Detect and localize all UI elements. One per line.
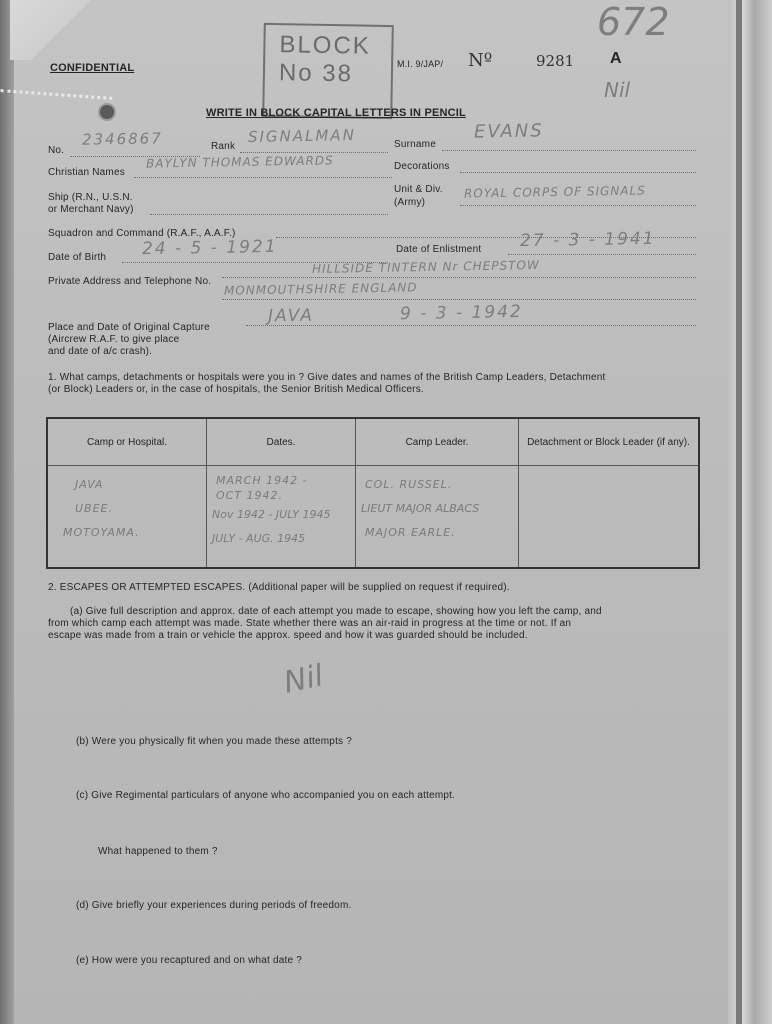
- christian-names-line: [134, 177, 392, 178]
- question-2a-line-2: from which camp each attempt was made. State whether there was an air-raid in progress at the time or not. If an: [48, 618, 572, 629]
- question-1-line-2: (or Block) Leaders or, in the case of hospitals, the Senior British Medical Officers.: [48, 384, 424, 395]
- unit-label-1: Unit & Div.: [394, 184, 443, 195]
- enlistment-value: 27 - 3 - 1941: [519, 228, 656, 252]
- detachment-column: [519, 466, 700, 569]
- surname-line: [442, 150, 696, 151]
- no-label: No.: [48, 145, 65, 156]
- capture-label-3: and date of a/c crash).: [48, 346, 153, 357]
- christian-names-label: Christian Names: [48, 167, 125, 178]
- block-stamp: [262, 23, 394, 119]
- question-2d: (d) Give briefly your experiences during periods of freedom.: [76, 900, 352, 911]
- header-camp: Camp or Hospital.: [47, 418, 207, 466]
- enlistment-label: Date of Enlistment: [396, 244, 482, 255]
- unit-line: [460, 205, 696, 206]
- question-2b: (b) Were you physically fit when you made these attempts ?: [76, 736, 352, 747]
- stacked-page-edges: [728, 0, 772, 1024]
- leader-cell: MAJOR EARLE.: [365, 526, 456, 539]
- question-2a-line-3: escape was made from a train or vehicle the approx. speed and how it was guarded should be included.: [48, 630, 528, 641]
- stamp-line-2: No 38: [278, 59, 354, 88]
- surname-label: Surname: [394, 139, 436, 150]
- unit-label-2: (Army): [394, 197, 426, 208]
- header-camp-leader: Camp Leader.: [356, 418, 519, 466]
- form-suffix: A: [610, 50, 622, 67]
- camp-column: [47, 466, 207, 569]
- surname-value: EVANS: [473, 120, 544, 143]
- dates-cell: MARCH 1942 -: [216, 474, 308, 487]
- camp-cell: MOTOYAMA.: [63, 526, 140, 539]
- address-line-2: [222, 299, 696, 300]
- address-value-1: HILLSIDE TINTERN Nr CHEPSTOW: [311, 258, 540, 276]
- dates-column: [207, 466, 356, 569]
- folded-corner: [10, 0, 110, 60]
- rank-label: Rank: [211, 141, 236, 152]
- corner-number: 672: [597, 0, 670, 44]
- dates-cell: Nov 1942 - JULY 1945: [212, 508, 331, 521]
- unit-value: ROYAL CORPS OF SIGNALS: [463, 183, 646, 201]
- decorations-label: Decorations: [394, 161, 450, 172]
- decorations-line: [460, 172, 696, 173]
- dob-value: 24 - 5 - 1921: [141, 236, 278, 260]
- camps-table-body: [47, 466, 699, 569]
- detachment-cell: [520, 474, 697, 498]
- camps-table: [46, 417, 700, 569]
- question-2a-line-1: (a) Give full description and approx. date of each attempt you made to escape, showing how you left the camp, and: [70, 606, 602, 617]
- dates-cell: OCT 1942.: [216, 489, 284, 502]
- question-1-line-1: 1. What camps, detachments or hospitals were you in ? Give dates and names of the British Camp Leaders, Detachment: [48, 372, 606, 383]
- leader-cell: COL. RUSSEL.: [365, 478, 453, 491]
- capture-label-2: (Aircrew R.A.F. to give place: [48, 334, 180, 345]
- question-2e: (e) How were you recaptured and on what date ?: [76, 955, 302, 966]
- confidential-label: CONFIDENTIAL: [50, 62, 135, 74]
- leader-cell: LIEUT MAJOR ALBACS: [361, 502, 480, 515]
- instruction-heading: WRITE IN BLOCK CAPITAL LETTERS IN PENCIL: [206, 107, 466, 119]
- ship-label-2: or Merchant Navy): [48, 204, 134, 215]
- question-2c: (c) Give Regimental particulars of anyone who accompanied you on each attempt.: [76, 790, 456, 801]
- form-code: M.I. 9/JAP/: [397, 59, 444, 69]
- corner-nil: Nil: [604, 78, 631, 102]
- capture-place: JAVA: [267, 305, 315, 327]
- christian-names-value: BAYLYN THOMAS EDWARDS: [145, 153, 334, 171]
- address-line-1: [222, 277, 696, 278]
- rank-value: SIGNALMAN: [247, 126, 356, 146]
- address-label: Private Address and Telephone No.: [48, 276, 212, 287]
- stamp-line-1: BLOCK: [279, 31, 372, 60]
- dob-label: Date of Birth: [48, 252, 107, 263]
- no-value: 2346867: [81, 129, 163, 149]
- leader-column: [356, 466, 519, 569]
- camp-cell: UBEE.: [75, 502, 113, 515]
- capture-label-1: Place and Date of Original Capture: [48, 322, 210, 333]
- camp-cell: JAVA: [75, 478, 104, 491]
- page-edge-shadow: [736, 0, 742, 1024]
- form-no-label: Nº: [468, 50, 493, 71]
- squadron-label: Squadron and Command (R.A.F., A.A.F.): [48, 228, 236, 239]
- enlistment-line: [508, 254, 696, 255]
- question-2c-followup: What happened to them ?: [98, 846, 218, 857]
- question-2a-answer: Nil: [280, 658, 327, 701]
- form-number: 9281: [536, 52, 575, 70]
- ship-line: [150, 214, 388, 215]
- ship-label-1: Ship (R.N., U.S.N.: [48, 192, 133, 203]
- question-2-heading: 2. ESCAPES OR ATTEMPTED ESCAPES. (Additional paper will be supplied on request if required).: [48, 582, 510, 593]
- dates-cell: JULY - AUG. 1945: [212, 532, 306, 545]
- address-value-2: MONMOUTHSHIRE ENGLAND: [223, 280, 418, 298]
- header-dates: Dates.: [207, 418, 356, 466]
- camps-table-header: [47, 418, 699, 466]
- punch-hole: [98, 103, 116, 121]
- capture-date: 9 - 3 - 1942: [399, 301, 523, 325]
- header-detachment-leader: Detachment or Block Leader (if any).: [519, 418, 700, 466]
